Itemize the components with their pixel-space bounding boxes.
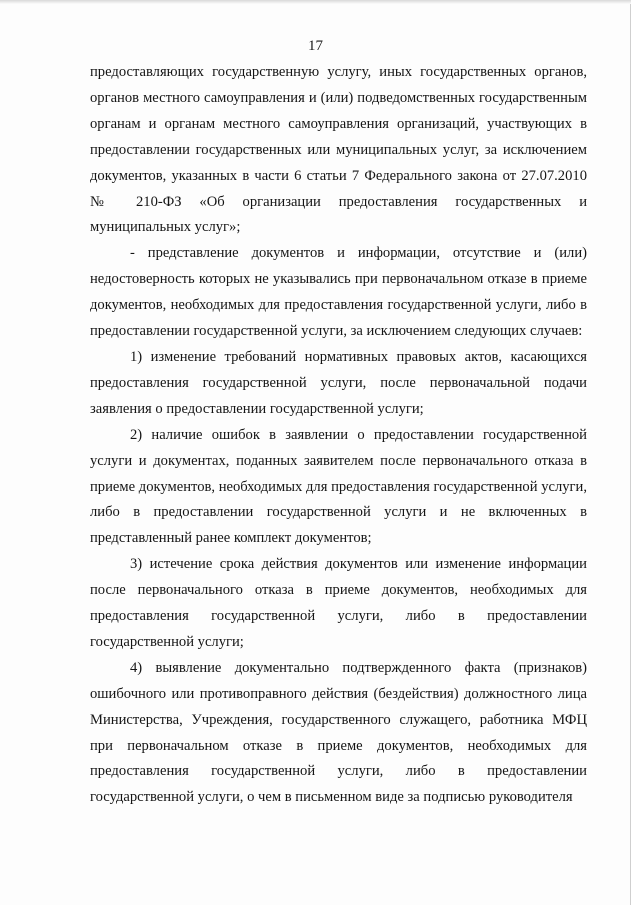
page-number: 17 [308, 38, 323, 54]
paragraph-case-3: 3) истечение срока действия документов или изменение информации после первоначального отказа в приеме документов, необходимых для предоставления государственной услуги, либо в предоставлении государственной услуги; [90, 556, 587, 650]
paragraph-continuation: предоставляющих государственную услугу, иных государственных органов, органов местного самоуправления и (или) подведомственных государственным органам и органам местного самоуправления организаций, участвующих в предоставлении государственных или муниципальных услуг, за исключением документов, указанных в части 6 статьи 7 Федерального закона от 27.07.2010 № 210-ФЗ «Об организации предоставления государственных и муниципальных услуг»; [90, 64, 587, 236]
paragraph-case-4: 4) выявление документально подтвержденного факта (признаков) ошибочного или противоправного действия (бездействия) должностного лица Министерства, Учреждения, государственного служащего, работника МФЦ при первоначальном отказе в приеме документов, необходимых для предоставления государственной услуги, либо в предоставлении государственной услуги, о чем в письменном виде за подписью руководителя [90, 659, 587, 806]
page-top-edge [0, 0, 631, 4]
document-text-body [90, 60, 587, 811]
paragraph-list-item-dash: - представление документов и информации, отсутствие и (или) недостоверность которых не указывались при первоначальном отказе в приеме документов, необходимых для предоставления государственной услуги, либо в предоставлении государственной услуги, за исключением следующих случаев: [90, 245, 587, 340]
paragraph-case-1: 1) изменение требований нормативных правовых актов, касающихся предоставления государственной услуги, после первоначальной подачи заявления о предоставлении государственной услуги; [90, 348, 587, 417]
paragraph-case-2: 2) наличие ошибок в заявлении о предоставлении государственной услуги и документах, поданных заявителем после первоначального отказа в приеме документов, необходимых для предоставления государственной услуги, либо в предоставлении государственной услуги и не включенных в представленный ранее комплект документов; [90, 426, 587, 547]
